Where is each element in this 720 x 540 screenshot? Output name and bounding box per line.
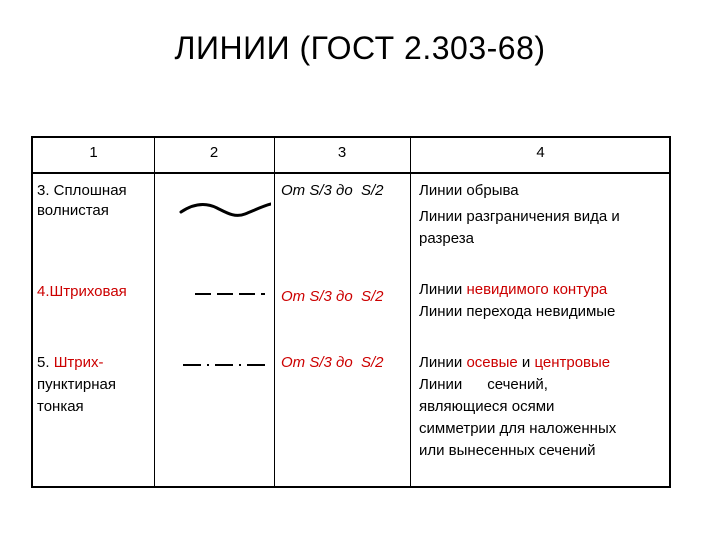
column-divider [154, 138, 155, 486]
header-col-3: 3 [337, 144, 347, 161]
row-1-name-line2: волнистая [37, 202, 109, 219]
row-3-purpose-line5: или вынесенных сечений [419, 442, 596, 459]
row-2-purpose-line1: Линии невидимого контура [419, 281, 608, 298]
row-3-purpose-line2: Линии сечений, [419, 376, 548, 393]
header-col-4: 4 [536, 144, 545, 161]
row-1-name [37, 180, 127, 222]
row-2-purpose-line2: Линии перехода невидимые [419, 303, 616, 320]
column-divider [410, 138, 411, 486]
row-1-purpose [419, 180, 620, 250]
header-col-1: 1 [89, 144, 98, 161]
row-1-name-line1: 3. Сплошная [37, 182, 127, 199]
row-1-purpose-line2: Линии разграничения вида и [419, 208, 620, 225]
row-3-purpose [419, 352, 616, 462]
row-3-name-line1: 5. Штрих- [37, 354, 104, 371]
row-1-thickness: От S/3 до S/2 [281, 182, 384, 199]
dashed-line-icon [193, 290, 265, 298]
column-divider [274, 138, 275, 486]
row-2-thickness: От S/3 до S/2 [281, 288, 384, 305]
row-3-name [37, 352, 116, 418]
row-3-name-line3: тонкая [37, 398, 84, 415]
row-3-name-line2: пунктирная [37, 376, 116, 393]
header-col-2: 2 [209, 144, 219, 161]
row-3-purpose-line4: симметрии для наложенных [419, 420, 617, 437]
header-divider [33, 172, 669, 174]
row-3-purpose-line3: являющиеся осями [419, 398, 555, 415]
row-1-purpose-line1: Линии обрыва [419, 182, 519, 199]
wavy-line-icon [179, 198, 271, 222]
row-3-thickness: От S/3 до S/2 [281, 354, 384, 371]
row-2-purpose [419, 279, 615, 323]
slide-title: ЛИНИИ (ГОСТ 2.303-68) [174, 30, 546, 66]
lines-table [31, 136, 671, 488]
row-3-purpose-line1: Линии осевые и центровые [419, 354, 611, 371]
row-1-purpose-line3: разреза [419, 230, 474, 247]
dash-dot-line-icon [181, 360, 267, 368]
row-2-name: 4.Штриховая [37, 283, 127, 300]
